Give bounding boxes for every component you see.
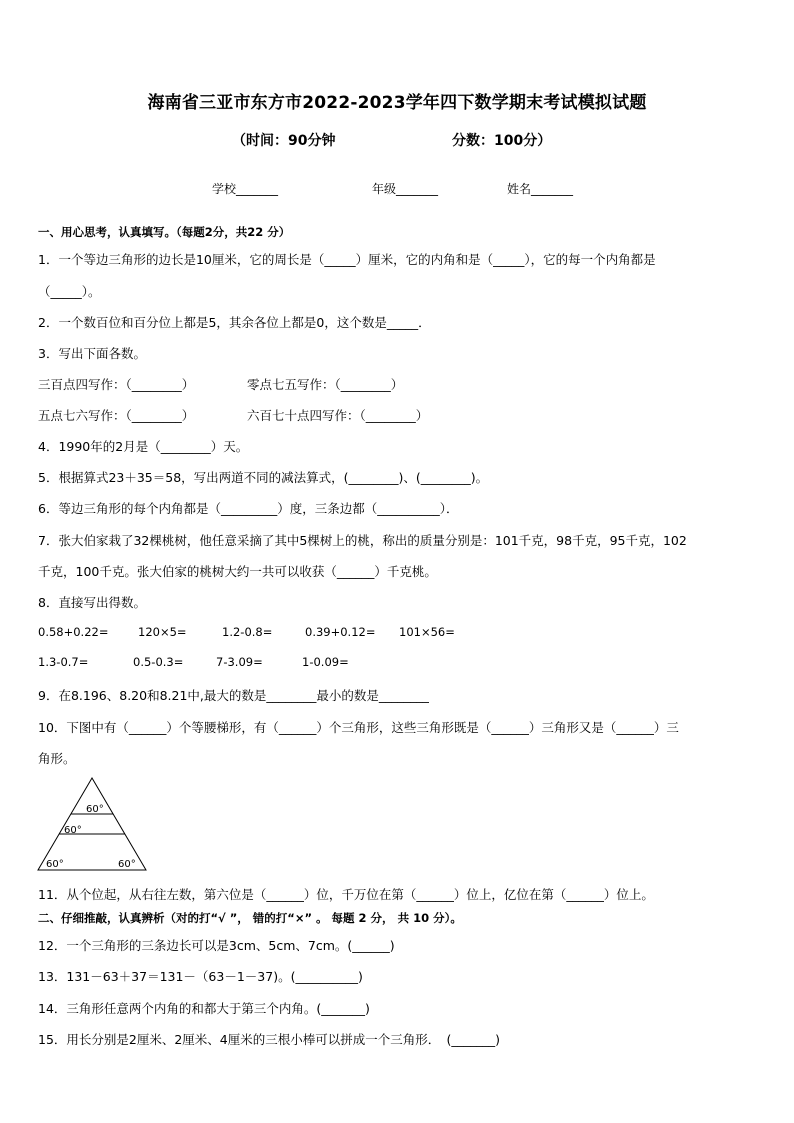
- angle-label: 60°: [118, 859, 136, 870]
- question-3: 3．写出下面各数。: [38, 346, 146, 361]
- calc-item: 1-0.09=: [302, 655, 349, 669]
- calc-item: 101×56=: [399, 625, 455, 639]
- calc-item: 7-3.09=: [216, 655, 263, 669]
- question-1-line2: （_____）。: [38, 284, 101, 299]
- exam-score: 分数：100分）: [452, 133, 552, 149]
- grade-field: 年级_______: [372, 182, 439, 196]
- question-15: 15．用长分别是2厘米、2厘米、4厘米的三根小棒可以拼成一个三角形． (_______): [38, 1032, 501, 1047]
- angle-label: 60°: [46, 859, 64, 870]
- question-5: 5．根据算式23＋35＝58，写出两道不同的减法算式，(________)、(________)。: [38, 470, 489, 485]
- trapezoid-figure: [36, 776, 152, 872]
- calc-item: 120×5=: [138, 625, 187, 639]
- question-8: 8．直接写出得数。: [38, 595, 146, 610]
- angle-label: 60°: [86, 804, 104, 815]
- exam-time: （时间：90分钟: [232, 133, 336, 149]
- question-10-line2: 角形。: [38, 751, 76, 766]
- calc-item: 0.39+0.12=: [305, 625, 376, 639]
- question-3-item: 六百七十点四写作：（________）: [247, 408, 429, 423]
- question-3-item: 五点七六写作：（________）: [38, 408, 195, 423]
- section-heading-2: 二、仔细推敲，认真辨析（对的打“√ ”， 错的打“×” 。 每题 2 分， 共 10 分）。: [38, 911, 462, 925]
- page-title: 海南省三亚市东方市2022-2023学年四下数学期末考试模拟试题: [147, 93, 647, 113]
- question-3-item: 零点七五写作：（________）: [247, 377, 404, 392]
- name-field: 姓名_______: [507, 182, 574, 196]
- question-2: 2．一个数百位和百分位上都是5，其余各位上都是0，这个数是_____．: [38, 315, 431, 330]
- section-heading-1: 一、用心思考，认真填写。（每题2分，共22 分）: [38, 225, 291, 239]
- school-field: 学校_______: [212, 182, 279, 196]
- question-10-line1: 10．下图中有（______）个等腰梯形，有（______）个三角形，这些三角形既是（______）三角形又是（______）三: [38, 720, 679, 735]
- calc-item: 1.3-0.7=: [38, 655, 89, 669]
- question-4: 4．1990年的2月是（________）天。: [38, 439, 249, 454]
- question-9: 9．在8.196、8.20和8.21中,最大的数是________最小的数是________: [38, 688, 429, 703]
- question-3-item: 三百点四写作：（________）: [38, 377, 195, 392]
- calc-item: 0.5-0.3=: [133, 655, 184, 669]
- question-11: 11．从个位起，从右往左数，第六位是（______）位，千万位在第（______）位上，亿位在第（______）位上。: [38, 887, 654, 902]
- question-7-line2: 千克，100千克。张大伯家的桃树大约一共可以收获（______）千克桃。: [38, 564, 437, 579]
- question-6: 6．等边三角形的每个内角都是（_________）度，三条边都（__________）．: [38, 501, 459, 516]
- question-12: 12．一个三角形的三条边长可以是3cm、5cm、7cm。(______): [38, 938, 395, 953]
- question-7-line1: 7．张大伯家栽了32棵桃树，他任意采摘了其中5棵树上的桃，称出的质量分别是：101千克，98千克，95千克，102: [38, 533, 687, 548]
- question-14: 14．三角形任意两个内角的和都大于第三个内角。(_______): [38, 1001, 370, 1016]
- question-1-line1: 1．一个等边三角形的边长是10厘米，它的周长是（_____）厘米，它的内角和是（_____），它的每一个内角都是: [38, 252, 656, 267]
- triangle-outline: [38, 778, 146, 870]
- question-13: 13．131－63＋37＝131－（63－1－37)。(__________): [38, 969, 363, 984]
- calc-item: 1.2-0.8=: [222, 625, 273, 639]
- angle-label: 60°: [64, 825, 82, 836]
- calc-item: 0.58+0.22=: [38, 625, 109, 639]
